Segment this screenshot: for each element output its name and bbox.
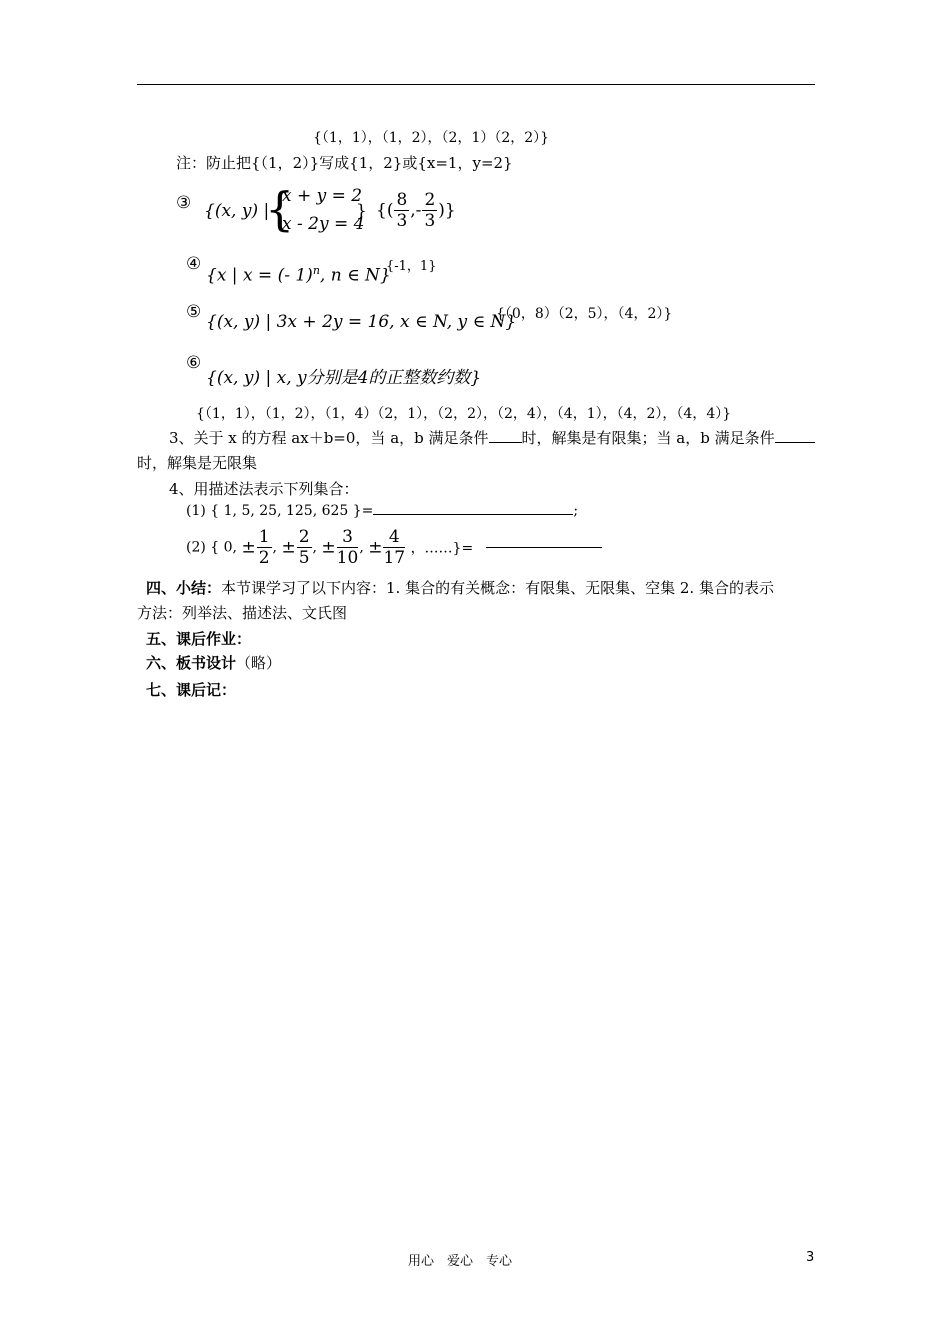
item4-marker: ④ [186,254,202,274]
q4-part-1: (1) { 1, 5, 25, 125, 625 }= ; [186,503,579,519]
item3-equation-1: x + y = 2 [282,186,363,206]
afterclass-heading: 七、课后记： [146,681,237,699]
note-line: 注：防止把{（1，2）}写成{1，2}或{x=1，y=2} [176,154,513,172]
q4-blank-2[interactable] [486,547,602,548]
q4-blank-1[interactable] [373,514,573,515]
summary-line-1: 四、小结：本节课学习了以下内容：1. 集合的有关概念：有限集、无限集、空集 2. 集合的表示 [146,579,774,597]
q3-blank-2[interactable] [775,442,815,443]
footer-motto: 用心 爱心 专心 [408,1254,513,1269]
item3-set-close: } [356,201,367,221]
item3-equation-2: x - 2y = 4 [282,214,365,234]
page-number: 3 [806,1250,815,1265]
item5-expression: {(x, y) | 3x + 2y = 16, x ∈ N, y ∈ N} [206,312,517,332]
item4-expression: {x | x = (- 1)$^n$, n ∈ N} [206,264,391,286]
item6-answer: {（1，1），（1，2），（1，4）（2，1），（2，2），（2，4），（4，1），（4，2），（4，4）} [196,406,732,422]
summary-line-2: 方法：列举法、描述法、文氏图 [137,604,348,622]
item4-answer: {-1，1} [386,259,437,274]
q3-line-1: 3、关于 x 的方程 ax＋b=0，当 a，b 满足条件 时，解集是有限集；当 a，b 满足条件 [169,427,815,448]
item5-answer: {（0，8）（2，5），（4，2）} [496,306,673,322]
q4-part-2: (2) { 0, ± $\frac{1}{2}$ , ± $\frac{2}{5}$ , ± $\frac{3}{10}$ , ± $\frac{4}{17}$ ，……}= [186,527,602,568]
q3-line-2: 时，解集是无限集 [137,454,258,472]
q3-blank-1[interactable] [489,442,522,443]
q4-title: 4、用描述法表示下列集合： [169,480,359,498]
item3-answer: {( $\frac{8}{3}$ ,- $\frac{2}{3}$ )} [376,190,456,231]
board-design: 六、板书设计（略） [146,654,282,672]
item6-expression: {(x, y) | x, y分别是4的正整数约数} [206,368,482,388]
item3-set-prefix: {(x, y) | [204,201,270,221]
item6-marker: ⑥ [186,353,202,373]
item5-marker: ⑤ [186,302,202,322]
item3-system-brace: { [265,182,295,236]
answer-line-1: {（1，1），（1，2），（2，1）（2，2）} [313,130,550,146]
item3-marker: ③ [176,193,192,213]
header-rule [137,84,815,85]
homework-heading: 五、课后作业： [146,630,252,648]
